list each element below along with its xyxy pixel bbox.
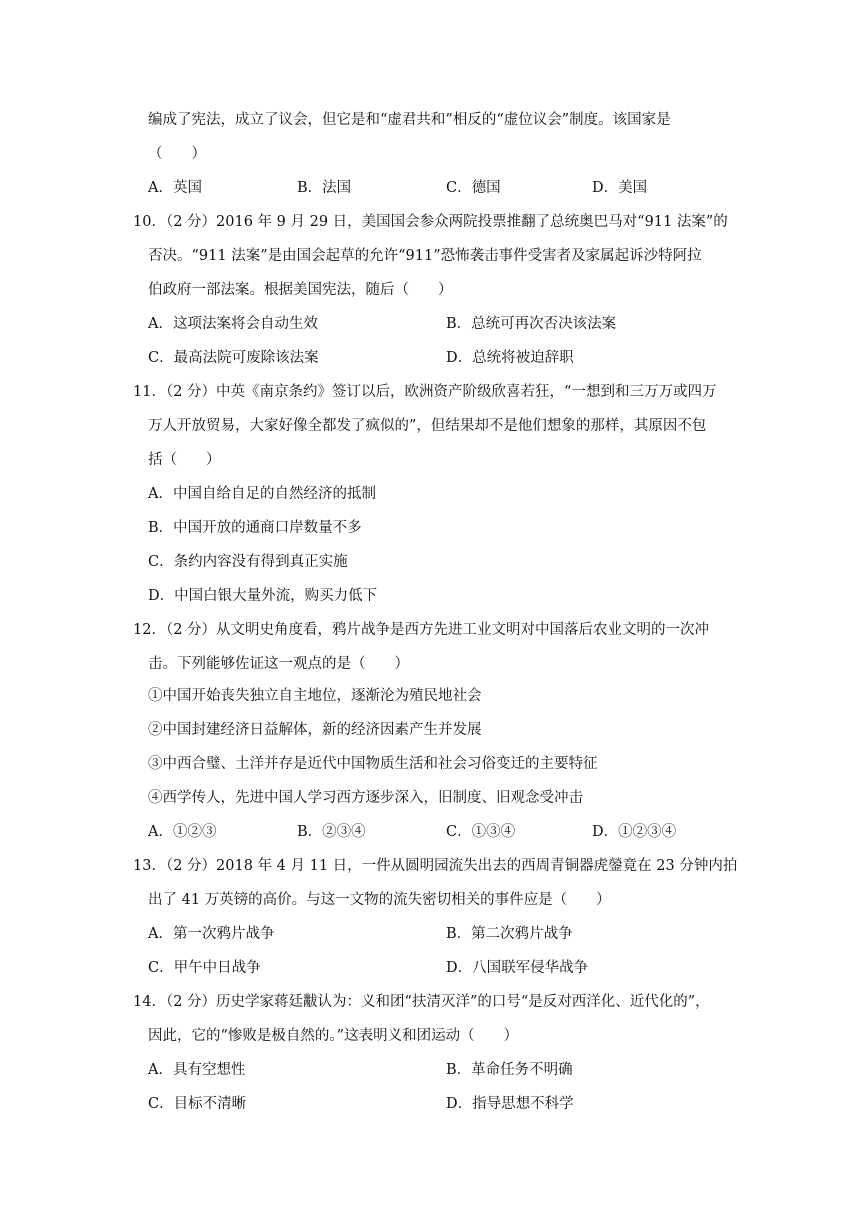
option-d: D．总统将被迫辞职 [446,350,574,366]
statement-item: ①中国开始丧失独立自主地位，逐渐沦为殖民地社会 [148,688,482,704]
option-c: C．目标不清晰 [148,1096,247,1112]
option-d: D．美国 [592,180,648,196]
option-c: C．①③④ [446,824,516,840]
option-a: A．英国 [148,180,202,196]
option-c: C．甲午中日战争 [148,960,261,976]
option-c: C．最高法院可废除该法案 [148,350,319,366]
statement-item: ③中西合璧、土洋并存是近代中国物质生活和社会习俗变迁的主要特征 [148,756,598,772]
question-stem-line: 14．（2 分）历史学家蒋廷黻认为：义和团“扶清灭洋”的口号“是反对西洋化、近代化的”， [133,994,710,1010]
option-c: C．德国 [446,180,501,196]
option-d: D．中国白银大量外流，购买力低下 [148,588,378,604]
statement-item: ④西学传人，先进中国人学习西方逐步深入，旧制度、旧观念受冲击 [148,790,583,806]
question-stem-line: 伯政府一部法案。根据美国宪法，随后（ ） [148,282,453,298]
option-a: A．①②③ [148,824,217,840]
option-c: C．条约内容没有得到真正实施 [148,554,348,570]
question-stem-line: （ ） [148,146,206,162]
option-a: A．这项法案将会自动生效 [148,316,318,332]
question-stem-line: 击。下列能够佐证这一观点的是（ ） [148,656,409,672]
option-b: B．②③④ [297,824,366,840]
option-a: A．第一次鸦片战争 [148,926,275,942]
option-d: D．八国联军侵华战争 [446,960,589,976]
question-stem-line: 括（ ） [148,452,221,468]
option-b: B．法国 [297,180,352,196]
question-stem-line: 否决。“911 法案”是由国会起草的允许“911”恐怖袭击事件受害者及家属起诉沙特阿拉 [148,248,702,264]
option-a: A．具有空想性 [148,1062,246,1078]
question-stem-line: 13．（2 分）2018 年 4 月 11 日，一件从圆明园流失出去的西周青铜器虎鎣竟在 23 分钟内拍 [133,858,738,874]
option-d: D．①②③④ [592,824,677,840]
statement-item: ②中国封建经济日益解体，新的经济因素产生并发展 [148,722,482,738]
option-b: B．总统可再次否决该法案 [446,316,617,332]
option-b: B．中国开放的通商口岸数量不多 [148,520,362,536]
question-stem-line: 12．（2 分）从文明史角度看，鸦片战争是西方先进工业文明对中国落后农业文明的一次冲 [133,622,710,638]
question-stem-line: 出了 41 万英镑的高价。与这一文物的流失密切相关的事件应是（ ） [148,892,611,908]
option-a: A．中国自给自足的自然经济的抵制 [148,486,376,502]
option-d: D．指导思想不科学 [446,1096,574,1112]
option-b: B．第二次鸦片战争 [446,926,573,942]
option-b: B．革命任务不明确 [446,1062,573,1078]
question-stem-line: 10．（2 分）2016 年 9 月 29 日，美国国会参众两院投票推翻了总统奥巴马对“911 法案”的 [133,214,728,230]
question-stem-line: 11．（2 分）中英《南京条约》签订以后，欧洲资产阶级欣喜若狂，“一想到和三万万或四万 [133,384,717,400]
question-stem-line: 因此，它的“惨败是极自然的。”这表明义和团运动（ ） [148,1028,519,1044]
question-stem-line: 万人开放贸易，大家好像全都发了疯似的”，但结果却不是他们想象的那样，其原因不包 [148,418,707,434]
question-stem-line: 编成了宪法，成立了议会，但它是和“虚君共和”相反的“虚位议会”制度。该国家是 [148,112,671,128]
